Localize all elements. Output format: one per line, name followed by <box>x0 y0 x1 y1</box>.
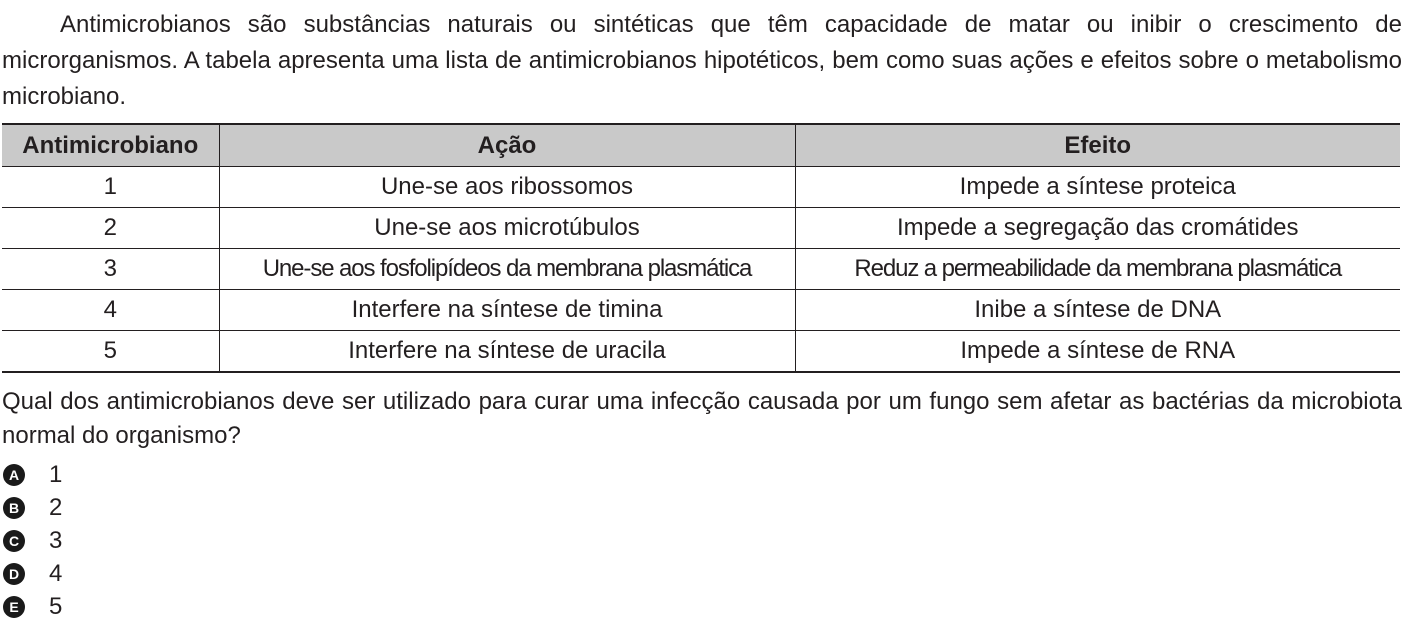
option-letter-e-icon: E <box>3 596 25 618</box>
cell-antimicrobiano: 4 <box>2 290 219 331</box>
cell-acao: Une-se aos ribossomos <box>219 167 795 208</box>
cell-acao: Une-se aos microtúbulos <box>219 208 795 249</box>
antimicrobial-table <box>2 123 1400 373</box>
cell-antimicrobiano: 1 <box>2 167 219 208</box>
cell-antimicrobiano: 3 <box>2 249 219 290</box>
option-letter-a-icon: A <box>3 464 25 486</box>
cell-efeito: Impede a síntese de RNA <box>795 331 1400 373</box>
option-text: 3 <box>49 526 63 554</box>
table-row <box>2 331 1400 373</box>
option-text: 4 <box>49 559 63 587</box>
option-text: 5 <box>49 592 63 620</box>
option-d[interactable] <box>3 557 62 590</box>
cell-antimicrobiano: 2 <box>2 208 219 249</box>
option-b[interactable] <box>3 491 62 524</box>
option-a[interactable] <box>3 458 62 491</box>
intro-paragraph: Antimicrobianos são substâncias naturais ou sintéticas que têm capacidade de matar ou inibir o crescimento de microrganismos. A tabela apresenta uma lista de antimicrobianos hipotéticos, bem como suas ações e efeitos sobre o metabolismo microbiano. <box>2 11 1402 110</box>
question-text: Qual dos antimicrobianos deve ser utilizado para curar uma infecção causada por um fungo sem afetar as bactérias da microbiota normal do organismo? <box>2 388 1402 449</box>
cell-efeito: Impede a segregação das cromátides <box>795 208 1400 249</box>
option-e[interactable] <box>3 590 62 623</box>
cell-antimicrobiano: 5 <box>2 331 219 373</box>
option-text: 1 <box>49 460 63 488</box>
answer-options <box>3 458 62 623</box>
cell-acao: Interfere na síntese de uracila <box>219 331 795 373</box>
cell-efeito: Impede a síntese proteica <box>795 167 1400 208</box>
header-efeito: Efeito <box>795 124 1400 167</box>
option-c[interactable] <box>3 524 62 557</box>
header-acao: Ação <box>219 124 795 167</box>
cell-efeito: Inibe a síntese de DNA <box>795 290 1400 331</box>
header-antimicrobiano: Antimicrobiano <box>2 124 219 167</box>
table-row <box>2 249 1400 290</box>
cell-acao: Une-se aos fosfolipídeos da membrana plasmática <box>219 249 795 290</box>
option-letter-b-icon: B <box>3 497 25 519</box>
table-row <box>2 167 1400 208</box>
table-header-row <box>2 124 1400 167</box>
cell-efeito: Reduz a permeabilidade da membrana plasmática <box>795 249 1400 290</box>
option-letter-c-icon: C <box>3 530 25 552</box>
table-row <box>2 208 1400 249</box>
option-text: 2 <box>49 493 63 521</box>
table-row <box>2 290 1400 331</box>
option-letter-d-icon: D <box>3 563 25 585</box>
cell-acao: Interfere na síntese de timina <box>219 290 795 331</box>
